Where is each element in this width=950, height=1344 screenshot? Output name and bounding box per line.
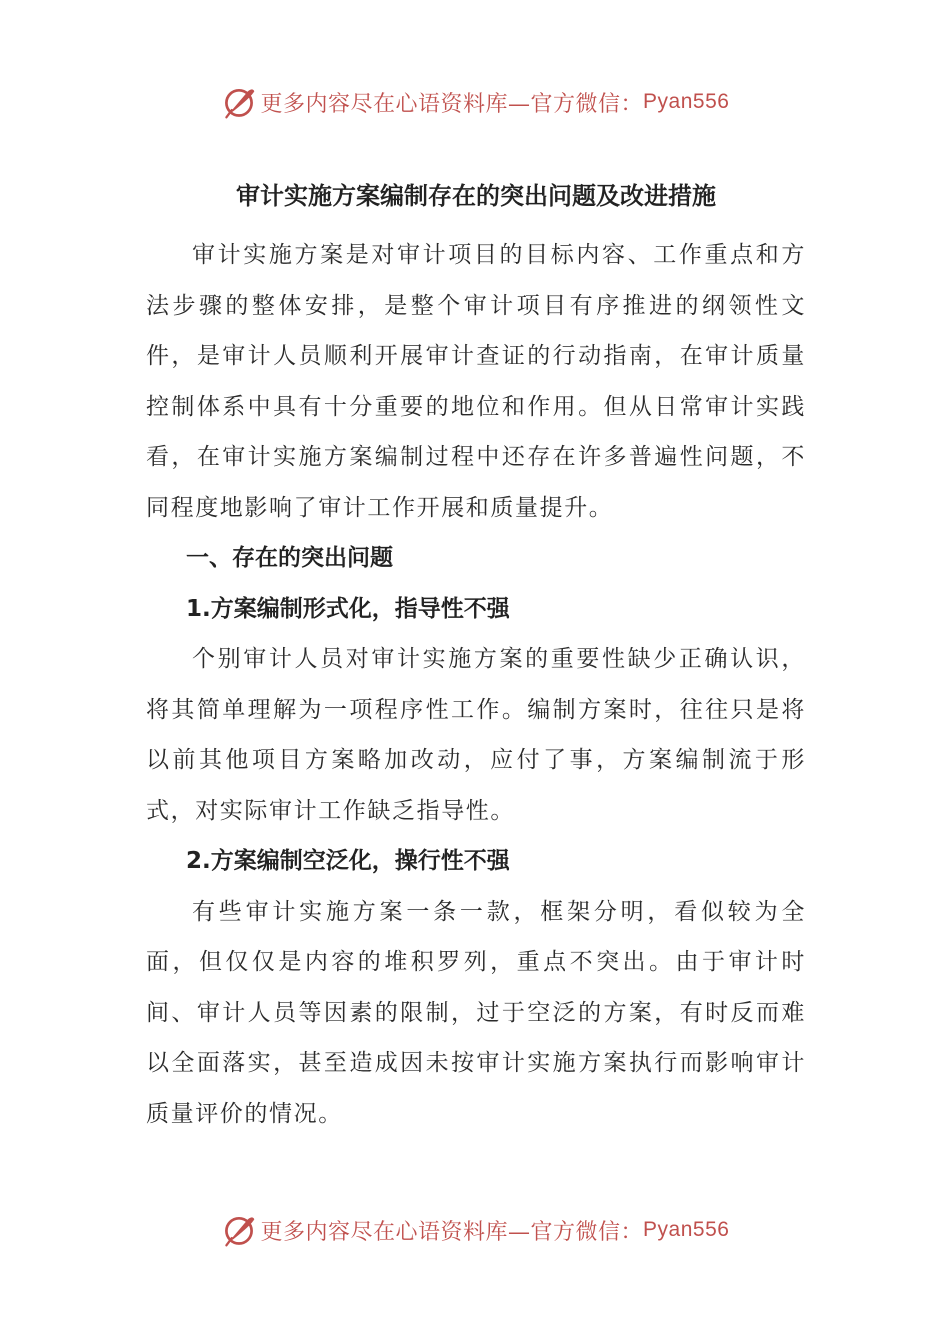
- item-1-paragraph: 个别审计人员对审计实施方案的重要性缺少正确认识，将其简单理解为一项程序性工作。编制方案时，往往只是将以前其他项目方案略加改动，应付了事，方案编制流于形式，对实际审计工作缺乏指导性。: [146, 646, 806, 824]
- watermark-text: 更多内容尽在心语资料库—官方微信：: [260, 1219, 644, 1245]
- item-2-paragraph: 有些审计实施方案一条一款，框架分明，看似较为全面，但仅仅是内容的堆积罗列，重点不突出。由于审计时间、审计人员等因素的限制，过于空泛的方案，有时反而难以全面落实，甚至造成因未按审计实施方案执行而影响审计质量评价的情况。: [146, 898, 806, 1127]
- watermark-text: 更多内容尽在心语资料库—官方微信：: [260, 91, 644, 117]
- subheading-item-2: 2.方案编制空泛化，操行性不强: [186, 848, 510, 874]
- document-body: [146, 168, 806, 1139]
- watermark-banner-top: [0, 80, 950, 124]
- watermark-banner-bottom: [0, 1208, 950, 1252]
- watermark-wechat-id: Pyan556: [643, 1218, 730, 1241]
- quill-pen-logo-icon: [221, 1212, 257, 1248]
- subheading-item-1: 1.方案编制形式化，指导性不强: [186, 595, 510, 622]
- quill-pen-logo-icon: [221, 84, 257, 120]
- watermark-wechat-id: Pyan556: [643, 90, 730, 113]
- document-title: 审计实施方案编制存在的突出问题及改进措施: [236, 182, 716, 210]
- section-heading-problems: 一、存在的突出问题: [186, 545, 393, 571]
- intro-paragraph: 审计实施方案是对审计项目的目标内容、工作重点和方法步骤的整体安排，是整个审计项目有序推进的纲领性文件，是审计人员顺利开展审计查证的行动指南，在审计质量控制体系中具有十分重要的地位和作用。但从日常审计实践看，在审计实施方案编制过程中还存在许多普遍性问题，不同程度地影响了审计工作开展和质量提升。: [146, 242, 806, 521]
